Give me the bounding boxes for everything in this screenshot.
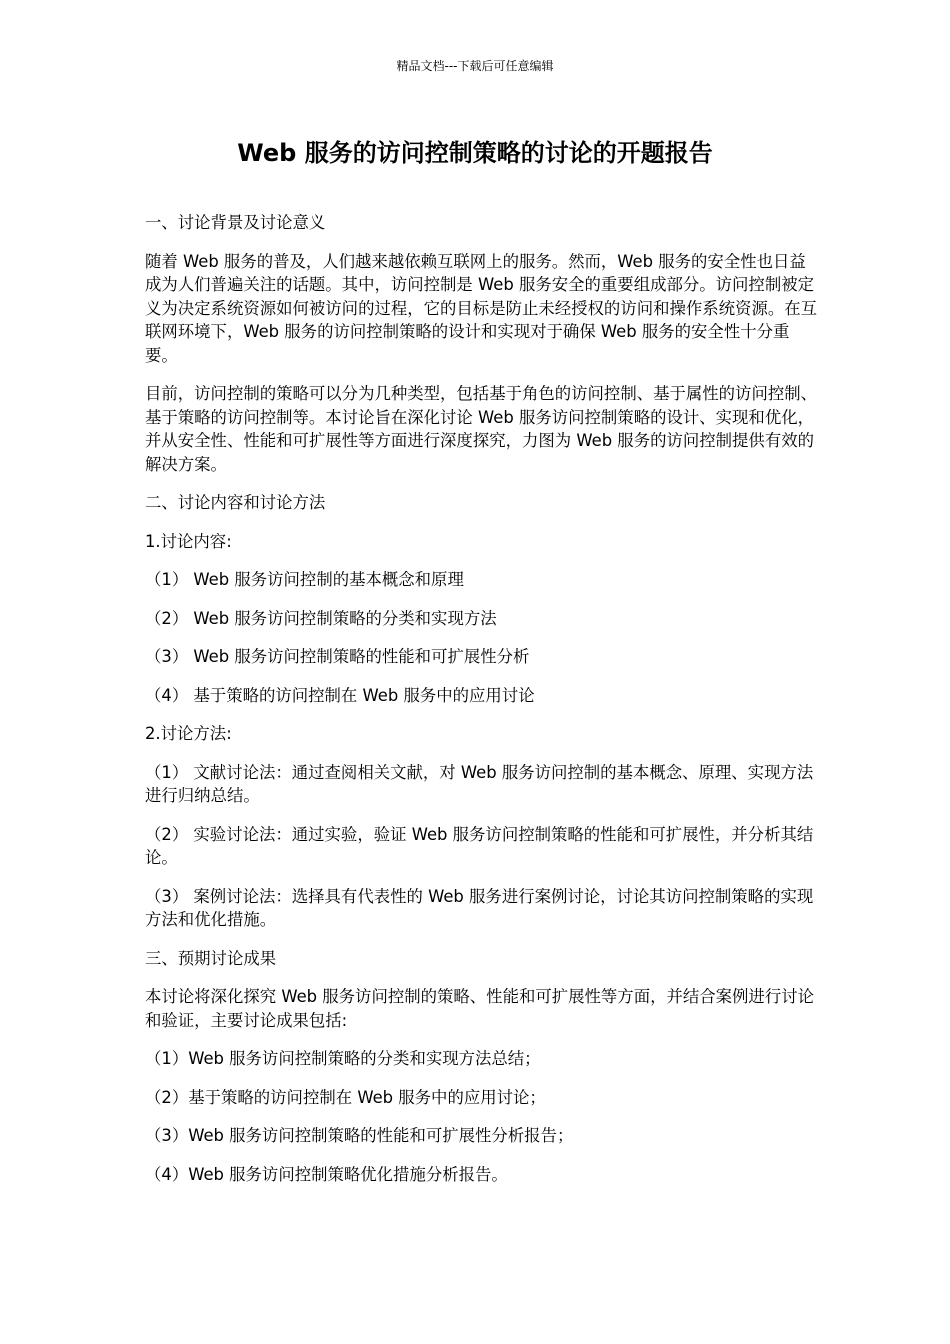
section-2-heading: 二、讨论内容和讨论方法 [145,493,326,512]
document-title: Web 服务的访问控制策略的讨论的开题报告 [237,139,713,167]
background-paragraph-1: 随着 Web 服务的普及，人们越来越依赖互联网上的服务。然而，Web 服务的安全性也日益成为人们普遍关注的话题。其中，访问控制是 Web 服务安全的重要组成部分。访问控制被定义为决定系统资源如何被访问的过程，它的目标是防止未经授权的访问和操作系统资源。在互联网环境下，Web 服务的访问控制策略的设计和实现对于确保 Web 服务的安全性十分重要。 [145,251,818,365]
content-item-4: （4） 基于策略的访问控制在 Web 服务中的应用讨论 [145,685,535,705]
content-item-3: （3） Web 服务访问控制策略的性能和可扩展性分析 [145,647,530,666]
content-subheading: 1.讨论内容: [145,531,232,551]
method-item-2: （2） 实验讨论法：通过实验，验证 Web 服务访问控制策略的性能和可扩展性，并分析其结论。 [145,824,814,867]
result-item-4: （4）Web 服务访问控制策略优化措施分析报告。 [145,1164,508,1184]
result-item-3: （3）Web 服务访问控制策略的性能和可扩展性分析报告； [145,1126,574,1145]
method-item-1: （1） 文献讨论法：通过查阅相关文献，对 Web 服务访问控制的基本概念、原理、实现方法进行归纳总结。 [145,762,814,805]
result-item-2: （2）基于策略的访问控制在 Web 服务中的应用讨论； [145,1087,546,1107]
section-3-heading: 三、预期讨论成果 [145,948,277,968]
background-paragraph-2: 目前，访问控制的策略可以分为几种类型，包括基于角色的访问控制、基于属性的访问控制、基于策略的访问控制等。本讨论旨在深化讨论 Web 服务访问控制策略的设计、实现和优化，并从安全性、性能和可扩展性等方面进行深度探究，力图为 Web 服务的访问控制提供有效的解决方案。 [145,384,818,474]
method-subheading: 2.讨论方法: [145,724,232,743]
content-item-1: （1） Web 服务访问控制的基本概念和原理 [145,570,464,589]
header-note: 精品文档---下载后可任意编辑 [396,59,554,73]
content-item-2: （2） Web 服务访问控制策略的分类和实现方法 [145,608,497,628]
result-item-1: （1）Web 服务访问控制策略的分类和实现方法总结； [145,1049,541,1068]
results-paragraph: 本讨论将深化探究 Web 服务访问控制的策略、性能和可扩展性等方面，并结合案例进行讨论和验证，主要讨论成果包括: [145,987,814,1030]
section-1-heading: 一、讨论背景及讨论意义 [145,213,326,232]
method-item-3: （3） 案例讨论法：选择具有代表性的 Web 服务进行案例讨论，讨论其访问控制策略的实现方法和优化措施。 [145,886,814,929]
document-body [145,210,817,1186]
